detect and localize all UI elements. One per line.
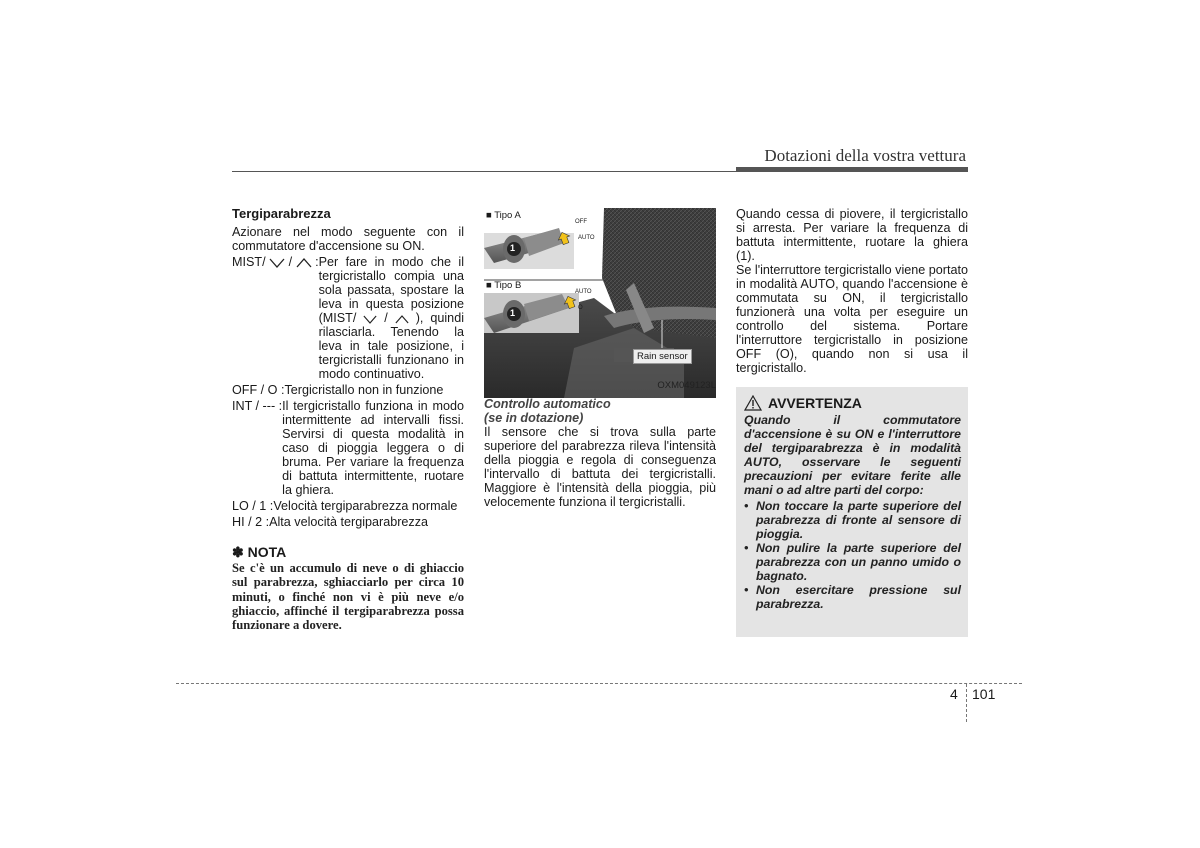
header-rule-thick xyxy=(736,167,968,171)
hi-term: HI / 2 : xyxy=(232,515,270,529)
mist-desc-part-2: ), quindi rilasciarla. Tenendo la leva in tale posizione, i tergicristalli funzionano in modo continuativo. xyxy=(318,311,464,381)
figure-label-o: O xyxy=(578,305,583,311)
chevron-down-icon xyxy=(363,315,377,324)
mist-desc-part-1: Per fare in modo che il tergicristallo compia una sola passata, spostare la leva in questa posizione (MIST/ xyxy=(318,255,464,325)
middle-column xyxy=(484,397,716,509)
off-description: Tergicristallo non in funzione xyxy=(284,383,444,397)
off-term: OFF / O : xyxy=(232,383,285,397)
mist-term xyxy=(232,255,319,381)
warning-item xyxy=(744,499,961,541)
figure-caption-line-2: (se in dotazione) xyxy=(484,411,584,425)
bullet: • xyxy=(744,541,749,555)
mist-description xyxy=(319,255,464,381)
hi-definition xyxy=(232,515,464,529)
lo-term: LO / 1 : xyxy=(232,499,274,513)
figure-code: OXM049123L xyxy=(657,380,716,391)
figure-label-tipo-a: ■ Tipo A xyxy=(486,210,521,221)
running-header-title: Dotazioni della vostra vettura xyxy=(764,146,966,165)
right-paragraph-1: Quando cessa di piovere, il tergicristallo si arresta. Per variare la frequenza di battuta intermittente, ruotare la ghiera (1). xyxy=(736,207,968,263)
wiper-switch-figure xyxy=(484,208,716,398)
warning-triangle-icon xyxy=(744,395,762,411)
warning-box xyxy=(736,387,968,637)
mist-term-sep: / xyxy=(285,255,296,269)
figure-caption-line-1: Controllo automatico xyxy=(484,397,611,411)
warning-header xyxy=(744,395,961,411)
mist-desc-sep: / xyxy=(377,311,395,325)
figure-label-auto-b: AUTO xyxy=(575,289,592,295)
rain-sensor-label: Rain sensor xyxy=(633,349,692,364)
lo-definition xyxy=(232,499,464,513)
section-title: Tergiparabrezza xyxy=(232,206,331,221)
warning-item-text: Non esercitare pressione sul parabrezza. xyxy=(756,583,961,611)
warning-title: AVVERTENZA xyxy=(768,395,862,411)
auto-control-paragraph: Il sensore che si trova sulla parte superiore del parabrezza rileva l'intensità della pioggia e regola di conseguenza l'intervallo di battuta dei tergicristalli. Maggiore è l'intensità della pioggia, più velocemente funziona il tergicristalli. xyxy=(484,425,716,509)
chevron-down-icon xyxy=(269,258,285,268)
figure-label-auto: AUTO xyxy=(578,235,595,241)
warning-item-text: Non pulire la parte superiore del parabrezza con un panno umido o bagnato. xyxy=(756,541,961,583)
figure-ring-number-b: 1 xyxy=(510,308,516,318)
mist-definition xyxy=(232,255,464,381)
chevron-up-icon xyxy=(395,315,409,324)
bullet: • xyxy=(744,583,749,597)
nota-heading: ✽ NOTA xyxy=(232,544,287,560)
warning-item xyxy=(744,583,961,611)
left-column xyxy=(232,207,464,632)
nota-body: Se c'è un accumulo di neve o di ghiaccio sul parabrezza, sghiacciarlo per circa 10 minuti, o finché non vi è più neve e/o ghiaccio, affinché il tergiparabrezza possa funzionare a dovere. xyxy=(232,561,464,633)
header-rule xyxy=(232,171,968,172)
chevron-up-icon xyxy=(296,258,312,268)
footer-divider xyxy=(966,684,967,722)
warning-item xyxy=(744,541,961,583)
figure-ring-number: 1 xyxy=(510,243,516,253)
intro-paragraph: Azionare nel modo seguente con il commutatore d'accensione su ON. xyxy=(232,225,464,253)
bullet: • xyxy=(744,499,749,513)
int-term: INT / --- : xyxy=(232,399,283,413)
int-description: Il tergicristallo funziona in modo intermittente ad intervalli fissi. Servirsi di questa modalità in caso di pioggia leggera o di bruma. Per variare la frequenza di battuta intermittente, ruotare la ghiera. xyxy=(282,399,464,497)
int-definition xyxy=(232,399,464,497)
figure-label-off: OFF xyxy=(575,219,587,225)
hi-description: Alta velocità tergiparabrezza xyxy=(269,515,428,529)
off-definition xyxy=(232,383,464,397)
lo-description: Velocità tergiparabrezza normale xyxy=(273,499,458,513)
warning-intro: Quando il commutatore d'accensione è su ON e l'interruttore del tergiparabrezza è in modalità AUTO, osservare le seguenti precauzioni per evitare ferite alle mani o ad altre parti del corpo: xyxy=(744,413,961,497)
right-column xyxy=(736,207,968,375)
figure-label-tipo-b: ■ Tipo B xyxy=(486,280,522,291)
page-number: 101 xyxy=(972,686,996,702)
chapter-number: 4 xyxy=(950,686,958,702)
warning-item-text: Non toccare la parte superiore del parabrezza di fronte al sensore di pioggia. xyxy=(756,499,961,541)
mist-term-prefix: MIST/ xyxy=(232,255,270,269)
mist-term-suffix: : xyxy=(311,255,319,269)
right-paragraph-2: Se l'interruttore tergicristallo viene portato in modalità AUTO, quando l'accensione è commutata su ON, il tergicristallo funzionerà una volta per eseguire un controllo del sistema. Portare l'interruttore tergicristallo in posizione OFF (O), quando non si usa il tergicristallo. xyxy=(736,263,969,375)
footer-rule xyxy=(176,683,1022,684)
figure-illustration xyxy=(484,208,716,398)
warning-list xyxy=(744,499,961,611)
